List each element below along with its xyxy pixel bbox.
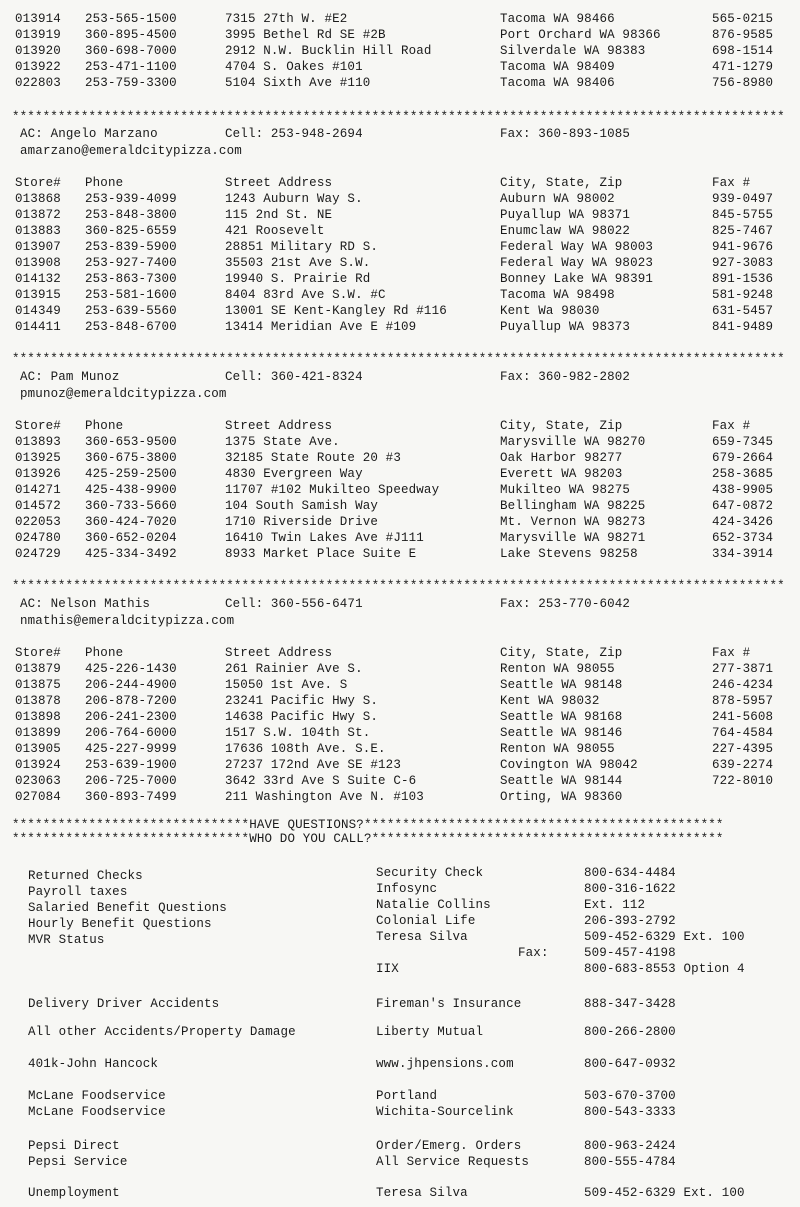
area-coach-email-line xyxy=(0,143,800,159)
column-header-phone: Phone xyxy=(85,176,124,190)
store-number: 013907 xyxy=(15,240,61,254)
city-state-zip: Federal Way WA 98003 xyxy=(500,240,654,254)
table-row xyxy=(0,773,800,789)
store-number: 013925 xyxy=(15,451,61,465)
table-row xyxy=(0,725,800,741)
store-fax: 227-4395 xyxy=(712,742,774,756)
store-fax: 927-3083 xyxy=(712,256,774,270)
contact-name: Teresa Silva xyxy=(376,1186,468,1200)
topic-label: Delivery Driver Accidents xyxy=(28,997,220,1011)
store-fax: 698-1514 xyxy=(712,44,774,58)
store-phone: 360-653-9500 xyxy=(85,435,177,449)
store-phone: 360-698-7000 xyxy=(85,44,177,58)
store-phone: 206-244-4900 xyxy=(85,678,177,692)
city-state-zip: Seattle WA 98144 xyxy=(500,774,623,788)
store-fax: 258-3685 xyxy=(712,467,774,481)
table-row xyxy=(0,11,800,27)
table-row xyxy=(0,693,800,709)
column-header-row xyxy=(0,645,800,661)
store-fax: 647-0872 xyxy=(712,499,774,513)
street-address: 7315 27th W. #E2 xyxy=(225,12,348,26)
street-address: 13001 SE Kent-Kangley Rd #116 xyxy=(225,304,447,318)
street-address: 115 2nd St. NE xyxy=(225,208,333,222)
area-coach-email-line xyxy=(0,386,800,402)
store-phone: 253-471-1100 xyxy=(85,60,177,74)
who-do-you-call-banner: *******************************WHO DO YOU CALL?********************************************** xyxy=(12,832,724,846)
city-state-zip: Covington WA 98042 xyxy=(500,758,638,772)
topic-label: Pepsi Service xyxy=(28,1155,128,1169)
city-state-zip: Mukilteo WA 98275 xyxy=(500,483,631,497)
store-number: 014411 xyxy=(15,320,61,334)
city-state-zip: Bellingham WA 98225 xyxy=(500,499,646,513)
store-phone: 360-895-4500 xyxy=(85,28,177,42)
store-fax: 845-5755 xyxy=(712,208,774,222)
city-state-zip: Tacoma WA 98466 xyxy=(500,12,615,26)
store-phone: 253-639-1900 xyxy=(85,758,177,772)
topic-label: Payroll taxes xyxy=(28,885,128,899)
store-phone: 206-725-7000 xyxy=(85,774,177,788)
city-state-zip: Kent Wa 98030 xyxy=(500,304,600,318)
store-fax: 565-0215 xyxy=(712,12,774,26)
area-coach-cell: Cell: 253-948-2694 xyxy=(225,127,363,141)
table-row xyxy=(0,223,800,239)
column-header-store: Store# xyxy=(15,646,61,660)
store-phone: 253-639-5560 xyxy=(85,304,177,318)
area-coach-name: AC: Pam Munoz xyxy=(20,370,120,384)
city-state-zip: Orting, WA 98360 xyxy=(500,790,623,804)
contact-number: 206-393-2792 xyxy=(584,914,676,928)
city-state-zip: Auburn WA 98002 xyxy=(500,192,615,206)
store-fax: 756-8980 xyxy=(712,76,774,90)
street-address: 4704 S. Oakes #101 xyxy=(225,60,363,74)
store-fax: 878-5957 xyxy=(712,694,774,708)
store-phone: 253-848-3800 xyxy=(85,208,177,222)
table-row xyxy=(0,303,800,319)
table-row xyxy=(0,75,800,91)
store-number: 013872 xyxy=(15,208,61,222)
street-address: 28851 Military RD S. xyxy=(225,240,379,254)
area-coach-cell: Cell: 360-556-6471 xyxy=(225,597,363,611)
city-state-zip: Tacoma WA 98498 xyxy=(500,288,615,302)
column-header-street: Street Address xyxy=(225,176,333,190)
city-state-zip: Mt. Vernon WA 98273 xyxy=(500,515,646,529)
column-header-store: Store# xyxy=(15,419,61,433)
street-address: 8404 83rd Ave S.W. #C xyxy=(225,288,386,302)
contact-name: Liberty Mutual xyxy=(376,1025,484,1039)
table-row xyxy=(0,789,800,805)
contact-row xyxy=(0,996,800,1012)
table-row xyxy=(0,482,800,498)
store-fax: 424-3426 xyxy=(712,515,774,529)
store-phone: 253-839-5900 xyxy=(85,240,177,254)
column-header-row xyxy=(0,418,800,434)
table-row xyxy=(0,450,800,466)
contact-name: Security Check xyxy=(376,866,484,880)
contact-row xyxy=(0,1056,800,1072)
store-fax: 246-4234 xyxy=(712,678,774,692)
contact-row xyxy=(0,1154,800,1170)
street-address: 3995 Bethel Rd SE #2B xyxy=(225,28,386,42)
topic-label: Salaried Benefit Questions xyxy=(28,901,227,915)
street-address: 1517 S.W. 104th St. xyxy=(225,726,371,740)
store-fax: 764-4584 xyxy=(712,726,774,740)
store-phone: 253-581-1600 xyxy=(85,288,177,302)
store-fax: 876-9585 xyxy=(712,28,774,42)
area-coach-email: nmathis@emeraldcitypizza.com xyxy=(20,614,235,628)
store-number: 014271 xyxy=(15,483,61,497)
street-address: 19940 S. Prairie Rd xyxy=(225,272,371,286)
store-number: 014132 xyxy=(15,272,61,286)
store-number: 013922 xyxy=(15,60,61,74)
street-address: 15050 1st Ave. S xyxy=(225,678,348,692)
store-number: 013878 xyxy=(15,694,61,708)
street-address: 2912 N.W. Bucklin Hill Road xyxy=(225,44,432,58)
have-questions-banner: *******************************HAVE QUESTIONS?*********************************************** xyxy=(12,818,724,832)
contact-name: Portland xyxy=(376,1089,438,1103)
column-header-phone: Phone xyxy=(85,646,124,660)
store-phone: 360-675-3800 xyxy=(85,451,177,465)
street-address: 14638 Pacific Hwy S. xyxy=(225,710,379,724)
store-fax: 825-7467 xyxy=(712,224,774,238)
area-coach-email: pmunoz@emeraldcitypizza.com xyxy=(20,387,227,401)
contact-row xyxy=(0,1024,800,1040)
street-address: 1710 Riverside Drive xyxy=(225,515,379,529)
area-coach-fax: Fax: 360-982-2802 xyxy=(500,370,631,384)
store-number: 013905 xyxy=(15,742,61,756)
fax-row xyxy=(0,945,800,961)
contact-number: 888-347-3428 xyxy=(584,997,676,1011)
contact-name: Fireman's Insurance xyxy=(376,997,522,1011)
store-fax: 277-3871 xyxy=(712,662,774,676)
store-number: 014572 xyxy=(15,499,61,513)
table-row xyxy=(0,498,800,514)
city-state-zip: Silverdale WA 98383 xyxy=(500,44,646,58)
store-phone: 360-424-7020 xyxy=(85,515,177,529)
separator-line: ***************************************************************************************************** xyxy=(12,579,785,593)
contact-name: Order/Emerg. Orders xyxy=(376,1139,522,1153)
table-row xyxy=(0,43,800,59)
column-header-city: City, State, Zip xyxy=(500,176,623,190)
city-state-zip: Puyallup WA 98373 xyxy=(500,320,631,334)
store-fax: 581-9248 xyxy=(712,288,774,302)
topic-label: McLane Foodservice xyxy=(28,1089,166,1103)
store-phone: 206-241-2300 xyxy=(85,710,177,724)
store-phone: 360-733-5660 xyxy=(85,499,177,513)
area-coach-fax: Fax: 253-770-6042 xyxy=(500,597,631,611)
store-phone: 253-863-7300 xyxy=(85,272,177,286)
city-state-zip: Renton WA 98055 xyxy=(500,662,615,676)
topic-label: McLane Foodservice xyxy=(28,1105,166,1119)
area-coach-name: AC: Nelson Mathis xyxy=(20,597,151,611)
separator-line: ***************************************************************************************************** xyxy=(12,110,785,124)
separator-line: ***************************************************************************************************** xyxy=(12,352,785,366)
store-fax: 438-9905 xyxy=(712,483,774,497)
store-number: 024729 xyxy=(15,547,61,561)
contact-number: 800-555-4784 xyxy=(584,1155,676,1169)
city-state-zip: Tacoma WA 98409 xyxy=(500,60,615,74)
table-row xyxy=(0,757,800,773)
contact-name: www.jhpensions.com xyxy=(376,1057,514,1071)
city-state-zip: Seattle WA 98146 xyxy=(500,726,623,740)
store-phone: 360-825-6559 xyxy=(85,224,177,238)
area-coach-line xyxy=(0,126,800,142)
contact-name: Natalie Collins xyxy=(376,898,491,912)
column-header-city: City, State, Zip xyxy=(500,419,623,433)
table-row xyxy=(0,27,800,43)
store-phone: 425-226-1430 xyxy=(85,662,177,676)
street-address: 17636 108th Ave. S.E. xyxy=(225,742,386,756)
table-row xyxy=(0,434,800,450)
contact-number: 800-634-4484 xyxy=(584,866,676,880)
city-state-zip: Puyallup WA 98371 xyxy=(500,208,631,222)
contact-number: 800-543-3333 xyxy=(584,1105,676,1119)
store-number: 013924 xyxy=(15,758,61,772)
city-state-zip: Kent WA 98032 xyxy=(500,694,600,708)
city-state-zip: Port Orchard WA 98366 xyxy=(500,28,661,42)
city-state-zip: Renton WA 98055 xyxy=(500,742,615,756)
area-coach-email-line xyxy=(0,613,800,629)
store-fax: 941-9676 xyxy=(712,240,774,254)
contact-row xyxy=(0,961,800,977)
store-phone: 360-652-0204 xyxy=(85,531,177,545)
city-state-zip: Seattle WA 98168 xyxy=(500,710,623,724)
store-fax: 334-3914 xyxy=(712,547,774,561)
street-address: 421 Roosevelt xyxy=(225,224,325,238)
store-fax: 722-8010 xyxy=(712,774,774,788)
contact-name: All Service Requests xyxy=(376,1155,530,1169)
street-address: 1375 State Ave. xyxy=(225,435,340,449)
city-state-zip: Enumclaw WA 98022 xyxy=(500,224,631,238)
contact-number: 800-683-8553 Option 4 xyxy=(584,962,745,976)
column-header-fax: Fax # xyxy=(712,419,751,433)
topic-label: MVR Status xyxy=(28,933,105,947)
topic-label: 401k-John Hancock xyxy=(28,1057,159,1071)
fax-label: Fax: xyxy=(518,946,549,960)
city-state-zip: Everett WA 98203 xyxy=(500,467,623,481)
store-number: 013899 xyxy=(15,726,61,740)
street-address: 35503 21st Ave S.W. xyxy=(225,256,371,270)
store-phone: 253-848-6700 xyxy=(85,320,177,334)
store-phone: 425-259-2500 xyxy=(85,467,177,481)
table-row xyxy=(0,59,800,75)
store-fax: 652-3734 xyxy=(712,531,774,545)
store-number: 027084 xyxy=(15,790,61,804)
contact-name: Teresa Silva xyxy=(376,930,468,944)
table-row xyxy=(0,207,800,223)
store-phone: 206-764-6000 xyxy=(85,726,177,740)
table-row xyxy=(0,741,800,757)
table-row xyxy=(0,271,800,287)
contact-number: 800-647-0932 xyxy=(584,1057,676,1071)
table-row xyxy=(0,514,800,530)
store-fax: 659-7345 xyxy=(712,435,774,449)
city-state-zip: Bonney Lake WA 98391 xyxy=(500,272,654,286)
store-phone: 425-334-3492 xyxy=(85,547,177,561)
store-number: 013883 xyxy=(15,224,61,238)
area-coach-line xyxy=(0,369,800,385)
table-row xyxy=(0,255,800,271)
store-number: 013875 xyxy=(15,678,61,692)
city-state-zip: Tacoma WA 98406 xyxy=(500,76,615,90)
street-address: 13414 Meridian Ave E #109 xyxy=(225,320,417,334)
store-number: 023063 xyxy=(15,774,61,788)
street-address: 27237 172nd Ave SE #123 xyxy=(225,758,401,772)
store-fax: 631-5457 xyxy=(712,304,774,318)
street-address: 23241 Pacific Hwy S. xyxy=(225,694,379,708)
store-number: 013926 xyxy=(15,467,61,481)
street-address: 4830 Evergreen Way xyxy=(225,467,363,481)
contact-name: Infosync xyxy=(376,882,438,896)
store-phone: 253-565-1500 xyxy=(85,12,177,26)
street-address: 3642 33rd Ave S Suite C-6 xyxy=(225,774,417,788)
table-row xyxy=(0,319,800,335)
store-phone: 253-939-4099 xyxy=(85,192,177,206)
store-number: 022803 xyxy=(15,76,61,90)
store-number: 014349 xyxy=(15,304,61,318)
contact-row xyxy=(0,1138,800,1154)
store-number: 013868 xyxy=(15,192,61,206)
table-row xyxy=(0,287,800,303)
column-header-fax: Fax # xyxy=(712,646,751,660)
contact-row xyxy=(0,1104,800,1120)
store-fax: 241-5608 xyxy=(712,710,774,724)
store-phone: 360-893-7499 xyxy=(85,790,177,804)
city-state-zip: Seattle WA 98148 xyxy=(500,678,623,692)
store-number: 022053 xyxy=(15,515,61,529)
column-header-row xyxy=(0,175,800,191)
column-header-city: City, State, Zip xyxy=(500,646,623,660)
table-row xyxy=(0,661,800,677)
contact-number: 800-316-1622 xyxy=(584,882,676,896)
contact-number: Ext. 112 xyxy=(584,898,646,912)
contact-name: Colonial Life xyxy=(376,914,476,928)
contact-row xyxy=(0,1088,800,1104)
table-row xyxy=(0,191,800,207)
store-phone: 253-927-7400 xyxy=(85,256,177,270)
topic-label: Returned Checks xyxy=(28,869,143,883)
store-fax: 891-1536 xyxy=(712,272,774,286)
store-phone: 206-878-7200 xyxy=(85,694,177,708)
store-number: 013908 xyxy=(15,256,61,270)
store-fax: 471-1279 xyxy=(712,60,774,74)
contact-number: 800-266-2800 xyxy=(584,1025,676,1039)
store-phone: 425-227-9999 xyxy=(85,742,177,756)
street-address: 16410 Twin Lakes Ave #J111 xyxy=(225,531,424,545)
contact-number: 509-452-6329 Ext. 100 xyxy=(584,930,745,944)
store-fax: 841-9489 xyxy=(712,320,774,334)
column-header-store: Store# xyxy=(15,176,61,190)
store-fax: 939-0497 xyxy=(712,192,774,206)
city-state-zip: Federal Way WA 98023 xyxy=(500,256,654,270)
contact-number: 509-452-6329 Ext. 100 xyxy=(584,1186,745,1200)
street-address: 261 Rainier Ave S. xyxy=(225,662,363,676)
fax-number: 509-457-4198 xyxy=(584,946,676,960)
column-header-street: Street Address xyxy=(225,419,333,433)
street-address: 11707 #102 Mukilteo Speedway xyxy=(225,483,440,497)
topic-label: Pepsi Direct xyxy=(28,1139,120,1153)
store-phone: 253-759-3300 xyxy=(85,76,177,90)
store-number: 013915 xyxy=(15,288,61,302)
store-number: 013920 xyxy=(15,44,61,58)
contact-number: 503-670-3700 xyxy=(584,1089,676,1103)
store-number: 013893 xyxy=(15,435,61,449)
store-number: 024780 xyxy=(15,531,61,545)
store-number: 013919 xyxy=(15,28,61,42)
street-address: 104 South Samish Way xyxy=(225,499,379,513)
area-coach-email: amarzano@emeraldcitypizza.com xyxy=(20,144,242,158)
contact-number: 800-963-2424 xyxy=(584,1139,676,1153)
store-phone: 425-438-9900 xyxy=(85,483,177,497)
topic-label: Hourly Benefit Questions xyxy=(28,917,212,931)
table-row xyxy=(0,709,800,725)
store-fax: 639-2274 xyxy=(712,758,774,772)
area-coach-line xyxy=(0,596,800,612)
table-row xyxy=(0,239,800,255)
topic-label: Unemployment xyxy=(28,1186,120,1200)
table-row xyxy=(0,677,800,693)
contact-name: IIX xyxy=(376,962,399,976)
store-number: 013879 xyxy=(15,662,61,676)
city-state-zip: Marysville WA 98271 xyxy=(500,531,646,545)
area-coach-fax: Fax: 360-893-1085 xyxy=(500,127,631,141)
table-row xyxy=(0,530,800,546)
store-fax: 679-2664 xyxy=(712,451,774,465)
table-row xyxy=(0,466,800,482)
topic-label: All other Accidents/Property Damage xyxy=(28,1025,296,1039)
column-header-fax: Fax # xyxy=(712,176,751,190)
street-address: 5104 Sixth Ave #110 xyxy=(225,76,371,90)
column-header-phone: Phone xyxy=(85,419,124,433)
street-address: 1243 Auburn Way S. xyxy=(225,192,363,206)
table-row xyxy=(0,546,800,562)
contact-name: Wichita-Sourcelink xyxy=(376,1105,514,1119)
area-coach-name: AC: Angelo Marzano xyxy=(20,127,158,141)
city-state-zip: Lake Stevens 98258 xyxy=(500,547,638,561)
street-address: 32185 State Route 20 #3 xyxy=(225,451,401,465)
store-number: 013898 xyxy=(15,710,61,724)
store-number: 013914 xyxy=(15,12,61,26)
city-state-zip: Oak Harbor 98277 xyxy=(500,451,623,465)
street-address: 211 Washington Ave N. #103 xyxy=(225,790,424,804)
city-state-zip: Marysville WA 98270 xyxy=(500,435,646,449)
column-header-street: Street Address xyxy=(225,646,333,660)
area-coach-cell: Cell: 360-421-8324 xyxy=(225,370,363,384)
contact-row xyxy=(0,1185,800,1201)
street-address: 8933 Market Place Suite E xyxy=(225,547,417,561)
